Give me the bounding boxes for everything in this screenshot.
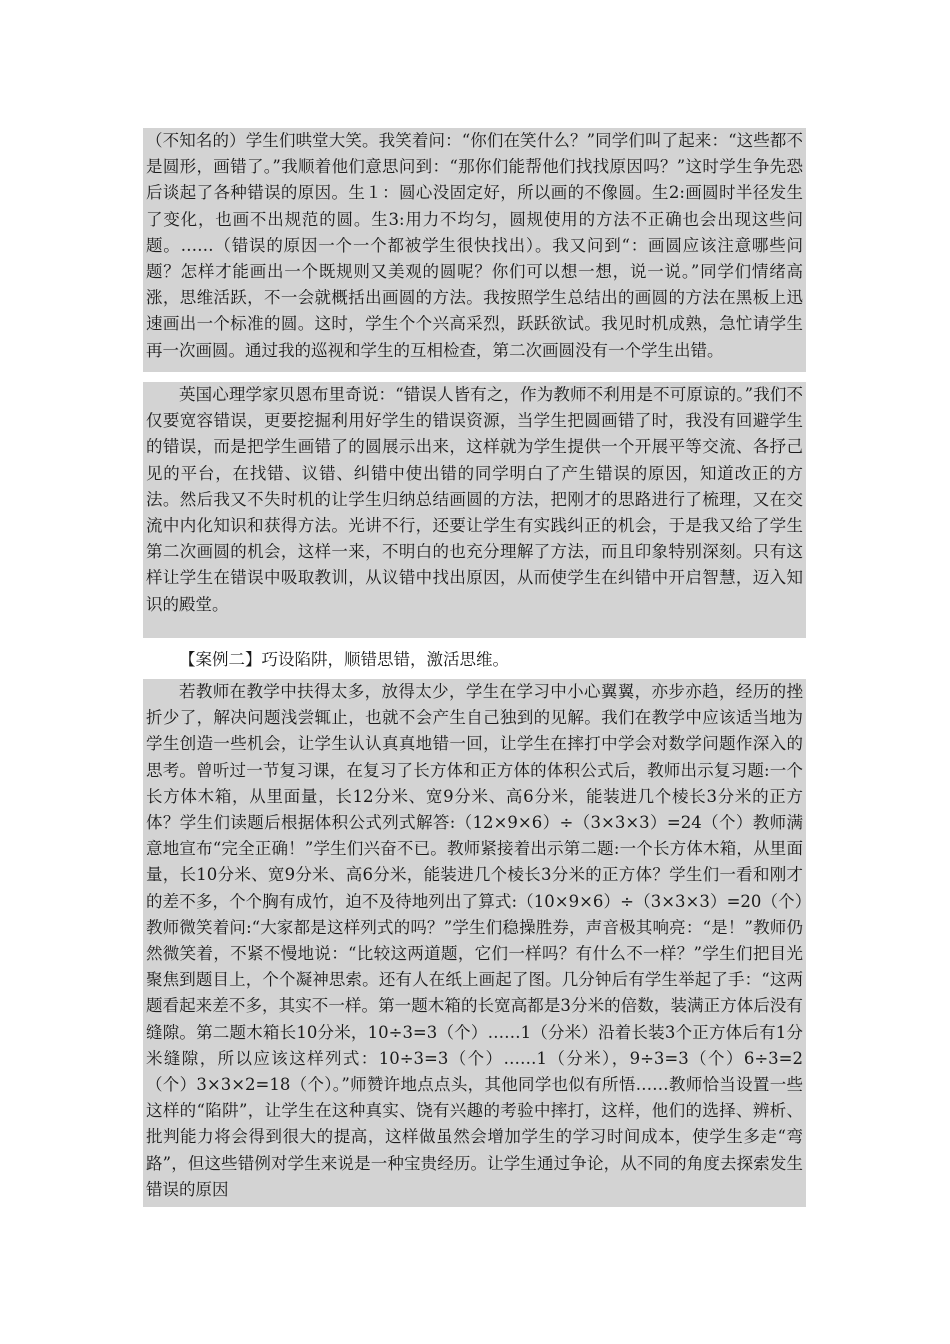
paragraph-reflection: 英国心理学家贝恩布里奇说：“错误人皆有之，作为教师不利用是不可原谅的。”我们不仅要宽容错误，更要挖掘利用好学生的错误资源，当学生把圆画错了时，我没有回避学生的错误，而是把学生画错了的圆展示出来，这样就为学生提供一个开展平等交流、各抒己见的平台，在找错、议错、纠错中使出错的同学明白了产生错误的原因，知道改正的方法。然后我又不失时机的让学生归纳总结画圆的方法，把刚才的思路进行了梳理，又在交流中内化知识和获得方法。光讲不行，还要让学生有实践纠正的机会，于是我又给了学生第二次画圆的机会，这样一来，不明白的也充分理解了方法，而且印象特别深刻。只有这样让学生在错误中吸取教训，从议错中找出原因，从而使学生在纠错中开启智慧，迈入知识的殿堂。 bbox=[143, 382, 806, 638]
paragraph-case-two: 若教师在教学中扶得太多，放得太少，学生在学习中小心翼翼，亦步亦趋，经历的挫折少了，解决问题浅尝辄止，也就不会产生自己独到的见解。我们在教学中应该适当地为学生创造一些机会，让学生认认真真地错一回，让学生在摔打中学会对数学问题作深入的思考。曾听过一节复习课，在复习了长方体和正方体的体积公式后，教师出示复习题:一个长方体木箱，从里面量，长12分米、宽9分米、高6分米，能装进几个棱长3分米的正方体？学生们读题后根据体积公式列式解答:（12×9×6）÷（3×3×3）=24（个）教师满意地宣布“完全正确！”学生们兴奋不已。教师紧接着出示第二题:一个长方体木箱，从里面量，长10分米、宽9分米、高6分米，能装进几个棱长3分米的正方体？学生们一看和刚才的差不多，个个胸有成竹，迫不及待地列出了算式:（10×9×6）÷（3×3×3）=20（个）教师微笑着问:“大家都是这样列式的吗？”学生们稳操胜券，声音极其响亮：“是！”教师仍然微笑着，不紧不慢地说：“比较这两道题，它们一样吗？有什么不一样？”学生们把目光聚焦到题目上，个个凝神思索。还有人在纸上画起了图。几分钟后有学生举起了手：“这两题看起来差不多，其实不一样。第一题木箱的长宽高都是3分米的倍数，装满正方体后没有缝隙。第二题木箱长10分米，10÷3=3（个）……1（分米）沿着长装3个正方体后有1分米缝隙，所以应该这样列式：10÷3=3（个）……1（分米），9÷3=3（个）6÷3=2（个）3×3×2=18（个）。”师赞许地点点头，其他同学也似有所悟……教师恰当设置一些这样的“陷阱”，让学生在这种真实、饶有兴趣的考验中摔打，这样，他们的选择、辨析、批判能力将会得到很大的提高，这样做虽然会增加学生的学习时间成本，使学生多走“弯路”，但这些错例对学生来说是一种宝贵经历。让学生通过争论，从不同的角度去探索发生错误的原因 bbox=[143, 679, 806, 1207]
paragraph-error-analysis: （不知名的）学生们哄堂大笑。我笑着问：“你们在笑什么？”同学们叫了起来：“这些都不是圆形，画错了。”我顺着他们意思问到：“那你们能帮他们找找原因吗？”这时学生争先恐后谈起了各种错误的原因。生１：圆心没固定好，所以画的不像圆。生2:画圆时半径发生了变化，也画不出规范的圆。生3:用力不均匀，圆规使用的方法不正确也会出现这些问题。……（错误的原因一个一个都被学生很快找出）。我又问到“：画圆应该注意哪些问题？怎样才能画出一个既规则又美观的圆呢？你们可以想一想，说一说。”同学们情绪高涨，思维活跃，不一会就概括出画圆的方法。我按照学生总结出的画圆的方法在黑板上迅速画出一个标准的圆。这时，学生个个兴高采烈，跃跃欲试。我见时机成熟，急忙请学生再一次画圆。通过我的巡视和学生的互相检查，第二次画圆没有一个学生出错。 bbox=[143, 128, 806, 372]
case-two-heading: 【案例二】巧设陷阱，顺错思错，激活思维。 bbox=[143, 647, 806, 671]
